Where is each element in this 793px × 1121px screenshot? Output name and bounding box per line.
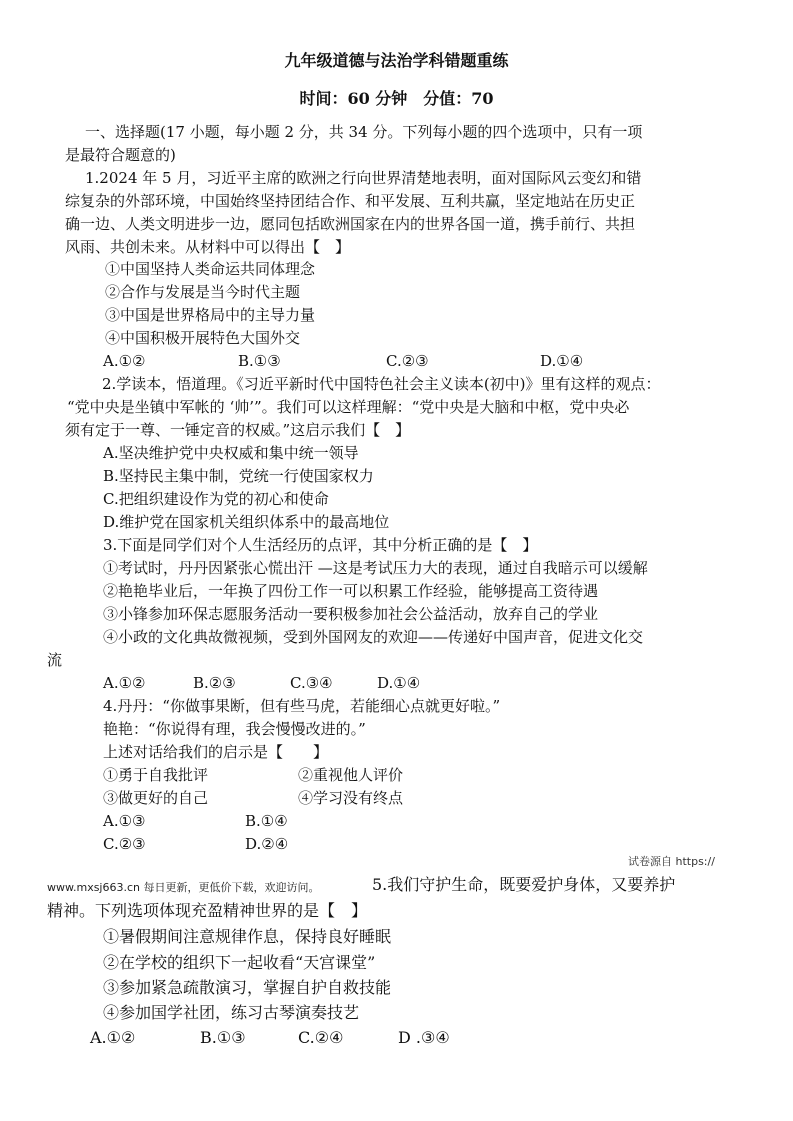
q5-item: ①暑假期间注意规律作息，保持良好睡眠 xyxy=(103,927,392,946)
q4-stem-line: 艳艳：“你说得有理，我会慢慢改进的。” xyxy=(103,720,366,738)
q4-option-c: C.②③ xyxy=(103,835,146,853)
q3-stem: 3.下面是同学们对个人生活经历的点评，其中分析正确的是【 】 xyxy=(103,536,538,554)
q4-item: ④学习没有终点 xyxy=(298,789,404,807)
q5-option-c: C.②④ xyxy=(298,1028,344,1047)
q2-option-d: D.维护党在国家机关组织体系中的最高地位 xyxy=(103,513,390,531)
q3-item: ④小政的文化典故微视频，受到外国网友的欢迎——传递好中国声音，促进文化交 xyxy=(103,628,644,646)
page-subtitle: 时间：60 分钟 分值：70 xyxy=(299,89,494,108)
q3-option-b: B.②③ xyxy=(193,674,236,692)
q4-item: ②重视他人评价 xyxy=(298,766,404,784)
q1-stem-line: 1.2024 年 5 月，习近平主席的欧洲之行向世界清楚地表明，面对国际风云变幻和错 xyxy=(85,169,642,187)
q1-item: ③中国是世界格局中的主导力量 xyxy=(105,306,316,324)
q5-option-a: A.①② xyxy=(90,1028,136,1047)
q3-item: ①考试时，丹丹因紧张心慌出汗 —这是考试压力大的表现，通过自我暗示可以缓解 xyxy=(103,559,648,577)
q3-item-wrap: 流 xyxy=(47,651,63,669)
q1-option-d: D.①④ xyxy=(540,352,584,370)
q1-item: ②合作与发展是当今时代主题 xyxy=(105,283,301,301)
q3-option-c: C.③④ xyxy=(290,674,333,692)
q1-item: ①中国坚持人类命运共同体理念 xyxy=(105,260,316,278)
q3-item: ③小锋参加环保志愿服务活动一要积极参加社会公益活动，放弃自己的学业 xyxy=(103,605,599,623)
section-intro-line-2: 是最符合题意的) xyxy=(65,146,176,164)
q5-item: ④参加国学社团，练习古琴演奏技艺 xyxy=(103,1003,360,1022)
q5-stem-line: 5.我们守护生命，既要爱护身体，又要养护 xyxy=(372,875,676,894)
q3-option-a: A.①② xyxy=(103,674,146,692)
q4-option-b: B.①④ xyxy=(245,812,288,830)
q4-item: ③做更好的自己 xyxy=(103,789,209,807)
q4-stem-line: 上述对话给我们的启示是【 】 xyxy=(103,743,329,761)
q5-item: ③参加紧急疏散演习，掌握自护自救技能 xyxy=(103,978,392,997)
watermark-source-right: 试卷源自 https:// xyxy=(628,855,715,868)
q3-option-d: D.①④ xyxy=(377,674,421,692)
q3-item: ②艳艳毕业后，一年换了四份工作一可以积累工作经验，能够提高工资待遇 xyxy=(103,582,599,600)
q5-option-b: B.①③ xyxy=(200,1028,246,1047)
q2-stem-line: 2.学读本，悟道理。《习近平新时代中国特色社会主义读本(初中)》里有这样的观点： xyxy=(102,375,661,393)
page-title: 九年级道德与法治学科错题重练 xyxy=(284,51,509,70)
q1-option-c: C.②③ xyxy=(386,352,429,370)
q1-stem-line: 风雨、共创未来。从材料中可以得出【 】 xyxy=(65,238,351,256)
q1-stem-line: 综复杂的外部环境，中国始终坚持团结合作、和平发展、互利共赢，坚定地站在历史正 xyxy=(65,192,636,210)
q1-option-b: B.①③ xyxy=(238,352,281,370)
section-intro-line-1: 一、选择题(17 小题，每小题 2 分，共 34 分。下列每小题的四个选项中，只有一项 xyxy=(85,123,643,141)
q4-stem-line: 4.丹丹：“你做事果断，但有些马虎，若能细心点就更好啦。” xyxy=(103,697,501,715)
q5-item: ②在学校的组织下一起收看“天宫课堂” xyxy=(103,953,376,972)
q4-option-d: D.②④ xyxy=(245,835,289,853)
q1-option-a: A.①② xyxy=(103,352,146,370)
q1-stem-line: 确一边、人类文明进步一边，愿同包括欧洲国家在内的世界各国一道，携手前行、共担 xyxy=(65,215,636,233)
q2-option-c: C.把组织建设作为党的初心和使命 xyxy=(103,490,329,508)
q5-option-d: D .③④ xyxy=(398,1028,450,1047)
q4-item: ①勇于自我批评 xyxy=(103,766,209,784)
q5-stem-line: 精神。下列选项体现充盈精神世界的是【 】 xyxy=(47,901,368,920)
watermark-source-left: www.mxsj663.cn 每日更新，更低价下载，欢迎访问。 xyxy=(47,881,320,894)
q2-stem-line: “党中央是坐镇中军帐的 ‘帅’”。我们可以这样理解：“党中央是大脑和中枢，党中央必 xyxy=(67,398,630,416)
q4-option-a: A.①③ xyxy=(103,812,146,830)
q2-option-a: A.坚决维护党中央权威和集中统一领导 xyxy=(103,444,359,462)
q2-stem-line: 须有定于一尊、一锤定音的权威。”这启示我们【 】 xyxy=(65,421,411,439)
q2-option-b: B.坚持民主集中制，党统一行使国家权力 xyxy=(103,467,374,485)
q1-item: ④中国积极开展特色大国外交 xyxy=(105,329,301,347)
